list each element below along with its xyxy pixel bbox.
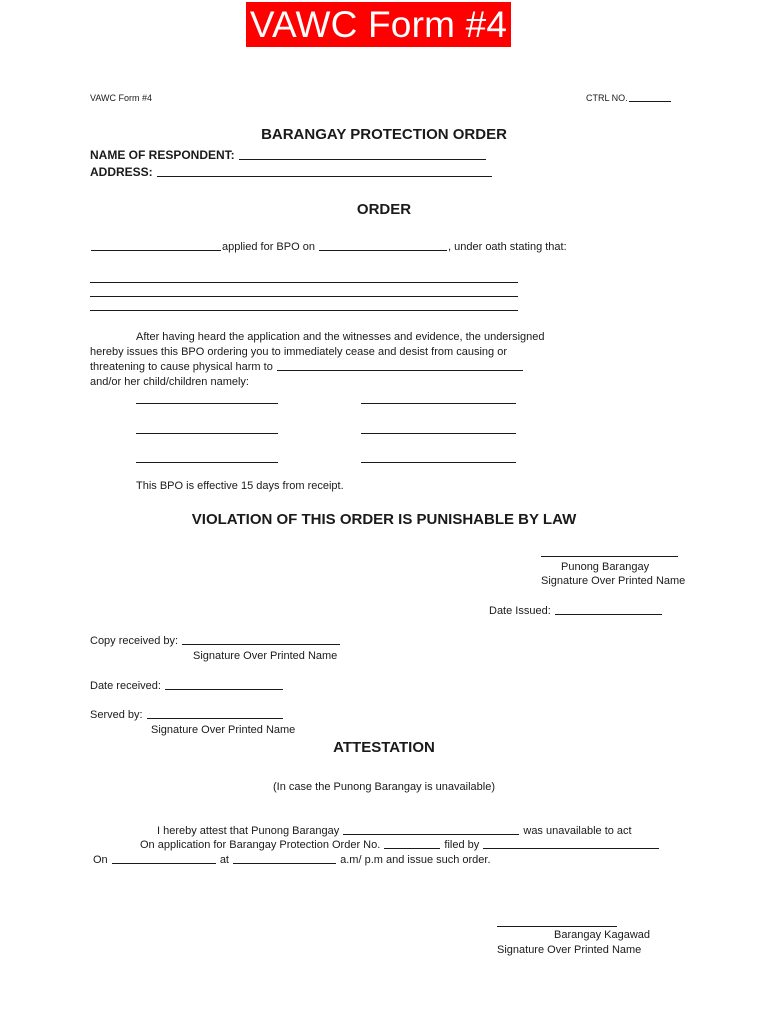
- punong-signature-caption: Signature Over Printed Name: [541, 575, 686, 587]
- kagawad-signature-line: [497, 926, 617, 927]
- served-by-caption: Signature Over Printed Name: [151, 724, 296, 736]
- punong-signature-line: [541, 556, 678, 557]
- served-by-row: [90, 709, 284, 721]
- child-line: [136, 403, 278, 404]
- body-line-3-row: [90, 361, 524, 373]
- child-line: [361, 462, 516, 463]
- effective-note: This BPO is effective 15 days from receipt.: [136, 480, 344, 492]
- body-line-4: and/or her child/children namely:: [90, 376, 249, 388]
- attest-line-3: [93, 854, 491, 866]
- body-line-1: After having heard the application and the witnesses and evidence, the undersigned: [136, 331, 545, 343]
- applied-text: applied for BPO on: [222, 241, 315, 253]
- body-line-2: hereby issues this BPO ordering you to immediately cease and desist from causing or: [90, 346, 507, 358]
- attest-line-2-a: On application for Barangay Protection Order No.: [140, 839, 381, 851]
- violation-heading: VIOLATION OF THIS ORDER IS PUNISHABLE BY LAW: [191, 511, 577, 528]
- copy-received-caption: Signature Over Printed Name: [193, 650, 338, 662]
- date-received-row: [90, 680, 284, 692]
- child-line: [136, 433, 278, 434]
- child-line: [361, 403, 516, 404]
- respondent-name-line: [239, 159, 486, 160]
- attestation-note: (In case the Punong Barangay is unavailable): [273, 781, 495, 793]
- filed-by-line: [483, 848, 659, 849]
- served-by-label: Served by:: [90, 709, 143, 721]
- copy-received-label: Copy received by:: [90, 635, 179, 647]
- respondent-address-line: [157, 176, 492, 177]
- form-label: VAWC Form #4: [90, 93, 153, 103]
- attest-date-line: [112, 863, 216, 864]
- date-received-label: Date received:: [90, 680, 161, 692]
- body-line-3: threatening to cause physical harm to: [90, 361, 273, 373]
- child-line: [136, 462, 278, 463]
- bpo-date-line: [319, 250, 447, 251]
- order-heading: ORDER: [356, 201, 412, 218]
- child-line: [361, 433, 516, 434]
- applied-row: [90, 241, 567, 253]
- respondent-name-row: [90, 148, 487, 162]
- attest-line-3-c: a.m/ p.m and issue such order.: [340, 854, 491, 866]
- attest-time-line: [233, 863, 336, 864]
- served-by-line: [147, 718, 283, 719]
- attest-line-1-a: I hereby attest that Punong Barangay: [157, 825, 340, 837]
- date-issued-row: [489, 605, 663, 617]
- harm-target-line: [277, 370, 523, 371]
- attest-line-3-b: at: [219, 854, 229, 866]
- punong-name-line: [343, 834, 519, 835]
- attest-line-1: [157, 825, 632, 837]
- punong-title: Punong Barangay: [561, 561, 650, 573]
- date-received-line: [165, 689, 283, 690]
- document-title: BARANGAY PROTECTION ORDER: [261, 126, 507, 143]
- kagawad-signature-caption: Signature Over Printed Name: [497, 944, 642, 956]
- ctrl-no-line: [629, 101, 671, 102]
- date-issued-line: [555, 614, 662, 615]
- statement-line-3: [90, 310, 518, 311]
- attest-line-2-b: filed by: [444, 839, 480, 851]
- ctrl-no-label: [586, 93, 672, 103]
- respondent-name-label: NAME OF RESPONDENT:: [90, 148, 235, 162]
- oath-text: , under oath stating that:: [448, 241, 567, 253]
- attestation-heading: ATTESTATION: [333, 739, 435, 756]
- attest-line-1-b: was unavailable to act: [523, 825, 632, 837]
- attest-line-3-a: On: [93, 854, 108, 866]
- statement-line-2: [90, 296, 518, 297]
- applicant-line: [91, 250, 221, 251]
- ctrl-no-text: CTRL NO.: [586, 93, 628, 103]
- respondent-address-row: [90, 165, 493, 179]
- date-issued-label: Date Issued:: [489, 605, 551, 617]
- bpo-number-line: [384, 848, 440, 849]
- copy-received-row: [90, 635, 341, 647]
- kagawad-title: Barangay Kagawad: [554, 929, 651, 941]
- respondent-address-label: ADDRESS:: [90, 165, 153, 179]
- form-title-banner: VAWC Form #4: [246, 2, 511, 47]
- statement-line-1: [90, 282, 518, 283]
- attest-line-2: [140, 839, 660, 851]
- copy-received-line: [182, 644, 340, 645]
